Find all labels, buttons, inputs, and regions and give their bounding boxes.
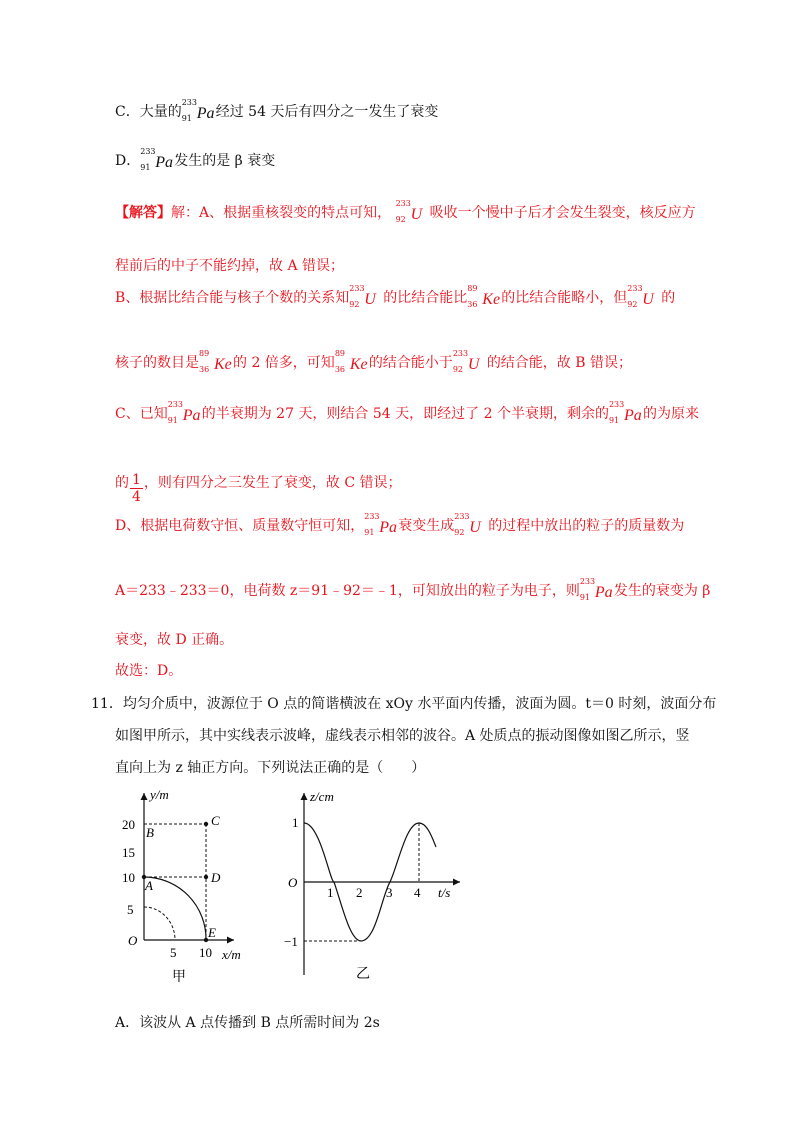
q11-option-a: A．该波从 A 点传播到 B 点所需时间为 2s [115,1015,380,1031]
point-b-label: B [146,825,154,840]
nuclide-ke: 89 36 Ke [467,284,501,309]
t-tick-3: 3 [386,885,393,900]
point-c-label: C [211,813,220,828]
nuclide-pa: 233 91 Pa [608,400,642,425]
point-c-dot [204,822,208,826]
nuclide-pa: 233 91 Pa [140,147,174,172]
nuclide-u: 233 92 U [627,284,654,309]
point-d-label: D [211,870,221,885]
answer-line-7: D、根据电荷数守恒、质量数守恒可知， 233 91 Pa 衰变生成 233 92 U 的过程中放出的粒子的质量数为 [115,512,685,537]
answer-tag: 【解答】 [115,205,171,221]
answer-line-1: 【解答】解：A、根据重核裂变的特点可知， 233 92 U 吸收一个慢中子后才会发生裂变，核反应方 [115,199,696,224]
nuclide-pa: 233 91 Pa [364,512,398,537]
y-tick-15: 15 [122,845,135,860]
x-tick-10: 10 [199,945,212,960]
z-tick-1: 1 [292,815,299,830]
crest-arc [144,877,206,940]
answer-line-2: 程前后的中子不能约掉，故 A 错误； [115,258,345,274]
answer-line-4: 核子的数目是 89 36 Ke 的 2 倍多，可知 89 36 Ke 的结合能小于 233 92 U 的结合能，故 B 错误； [115,349,633,374]
nuclide-u: 233 92 U [395,199,423,224]
nuclide-pa: 233 91 Pa [167,400,201,425]
y-axis-label: y/m [150,787,169,802]
figure-caption: 乙 [356,967,370,982]
answer-line-5: C、已知 233 91 Pa 的半衰期为 27 天，则结合 54 天，即经过了 2 个半衰期，剩余的 233 91 Pa 的为原来 [115,400,699,425]
answer-line-8: A＝233﹣233＝0，电荷数 z＝91﹣92＝﹣1，可知放出的粒子为电子，则 233 91 Pa 发生的衰变为 β [115,577,711,602]
answer-line-3: B、根据比结合能与核子个数的关系知 233 92 U 的比结合能比 89 36 Ke 的比结合能略小，但 233 92 U 的 [115,284,676,309]
point-a-label: A [145,878,153,893]
point-e-label: E [208,925,216,940]
answer-line-9: 衰变，故 D 正确。 [115,632,234,648]
figure-caption: 甲 [172,970,186,985]
y-tick-5: 5 [127,902,134,917]
x-tick-5: 5 [170,945,177,960]
q11-line-1: 11．均匀介质中，波源位于 O 点的简谐横波在 xOy 水平面内传播，波面为圆。t＝0 时刻，波面分布 [91,696,717,712]
nuclide-u: 233 92 U [349,284,376,309]
nuclide-u: 233 92 U [452,349,480,374]
nuclide-ke: 89 36 Ke [199,349,232,374]
point-d-dot [204,875,208,879]
y-tick-20: 20 [122,817,135,832]
figure-jia [110,785,270,985]
origin-label: O [128,933,138,948]
x-axis-label: x/m [222,947,241,962]
t-tick-2: 2 [356,885,363,900]
option-d: D． 233 91 Pa 发生的是 β 衰变 [115,147,276,172]
t-axis-label: t/s [438,885,451,900]
answer-line-10: 故选：D。 [115,663,183,679]
figure-yi [282,785,472,985]
origin-label: O [288,875,298,890]
q11-line-3: 直向上为 z 轴正方向。下列说法正确的是（ ） [115,760,426,776]
q11-line-2: 如图甲所示，其中实线表示波峰，虚线表示相邻的波谷。A 处质点的振动图像如图乙所示，竖 [115,728,690,744]
nuclide-u: 233 92 U [454,512,481,537]
z-axis-label: z/cm [310,789,334,804]
nuclide-pa: 233 91 Pa [579,577,613,602]
t-tick-4: 4 [414,885,421,900]
nuclide-pa: 233 91 Pa [181,98,215,123]
trough-arc [144,907,175,940]
option-c: C．大量的 233 91 Pa 经过 54 天后有四分之一发生了衰变 [115,98,439,123]
z-tick-neg1: −1 [284,934,298,949]
nuclide-ke: 89 36 Ke [334,349,368,374]
answer-line-6: 的 $\frac{1}{4}$ ，则有四分之三发生了衰变，故 C 错误； [115,472,402,505]
fraction-one-quarter: $\frac{1}{4}$ [132,472,141,505]
y-tick-10: 10 [122,870,135,885]
t-tick-1: 1 [327,885,334,900]
